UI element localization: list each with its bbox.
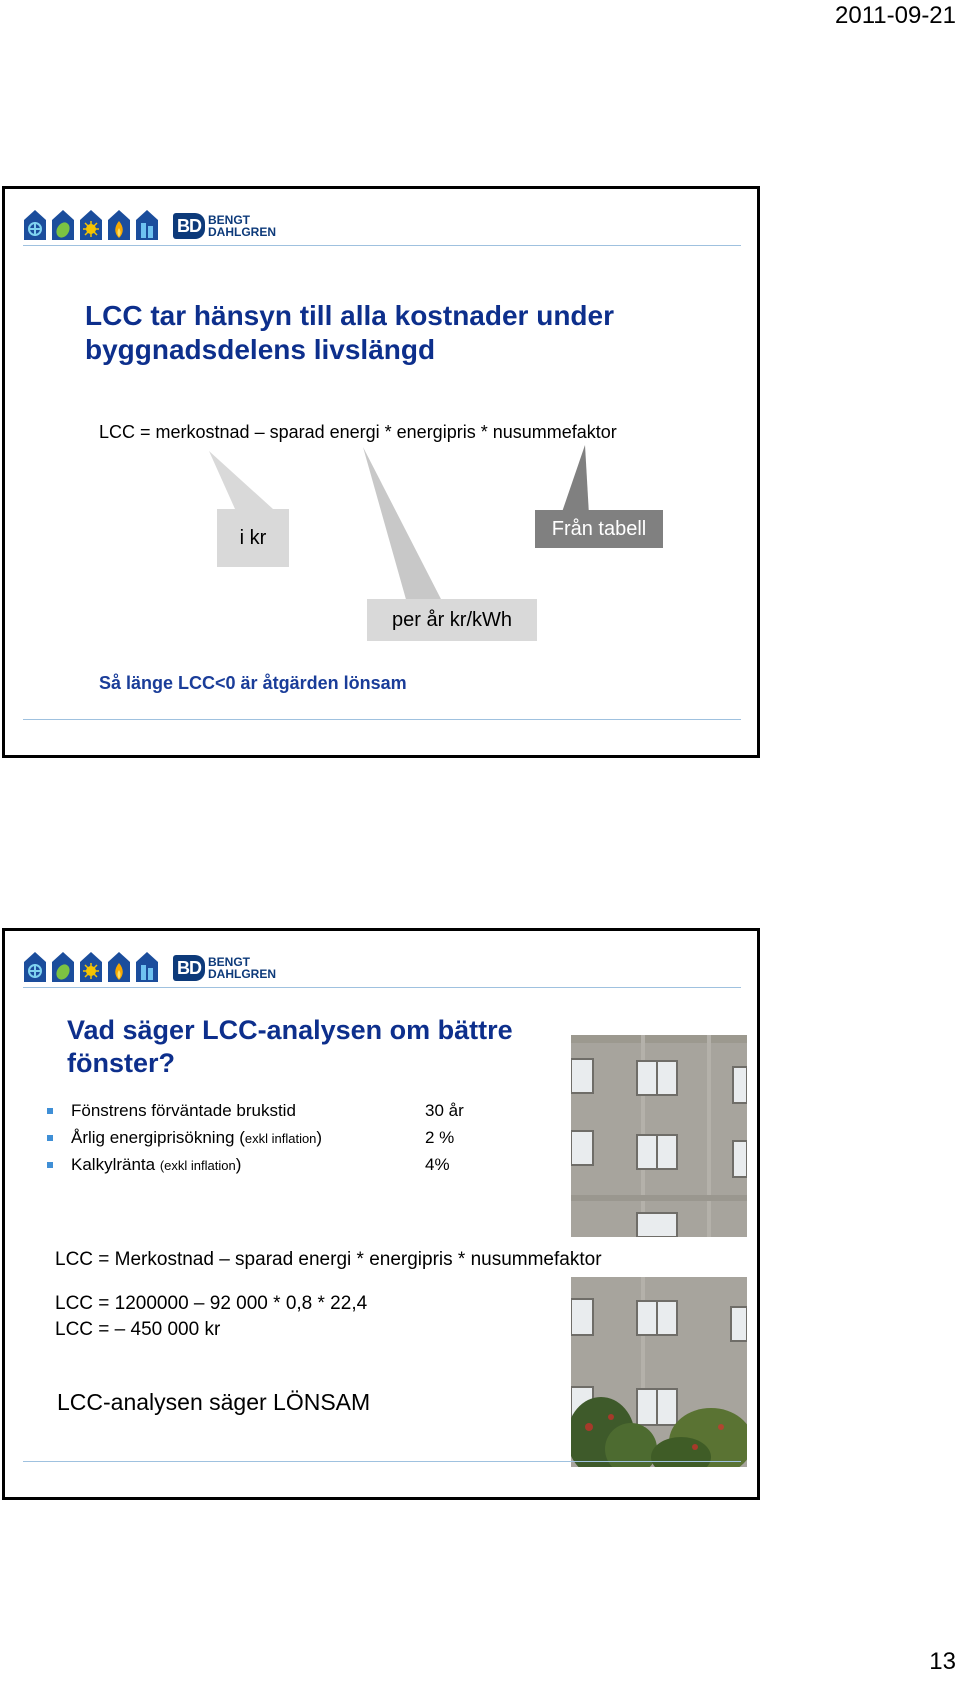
building-photo-top — [571, 1035, 747, 1237]
callout-pointers — [5, 189, 757, 755]
bullet-value: 2 % — [425, 1128, 455, 1147]
company-logo — [173, 953, 276, 983]
header-date: 2011-09-21 — [835, 2, 956, 29]
house-building-icon — [135, 951, 159, 983]
title-line-1: Vad säger LCC-analysen om bättre — [67, 1015, 513, 1045]
slide-lcc-definition — [2, 186, 760, 758]
verdict: LCC-analysen säger LÖNSAM — [57, 1389, 371, 1415]
house-flame-icon — [107, 951, 131, 983]
title-line-1: LCC tar hänsyn till alla kostnader under — [85, 300, 615, 331]
slide1-conclusion: Så länge LCC<0 är åtgärden lönsam — [99, 673, 407, 693]
calculation-line-1: LCC = 1200000 – 92 000 * 0,8 * 22,4 — [55, 1293, 368, 1314]
logo-line1: BENGT — [208, 213, 250, 227]
title-line-2: byggnadsdelens livslängd — [85, 334, 436, 365]
bullet-label: Årlig energiprisökning (exkl inflation) — [71, 1128, 323, 1147]
bullet-label: Fönstrens förväntade brukstid — [71, 1101, 296, 1120]
callout-fran-tabell: Från tabell — [535, 510, 663, 548]
top-divider — [23, 987, 741, 988]
slide2-title — [67, 1014, 513, 1080]
lcc-formula: LCC = Merkostnad – sparad energi * energipris * nusummefaktor — [55, 1249, 606, 1271]
bullet-value: 4% — [425, 1155, 450, 1174]
slide-window-analysis — [2, 928, 760, 1500]
title-line-2: fönster? — [67, 1048, 175, 1078]
callout-i-kr: i kr — [217, 509, 289, 567]
logo-line2: DAHLGREN — [208, 967, 276, 981]
lcc-formula: LCC = merkostnad – sparad energi * energipris * nusummefaktor — [99, 422, 617, 442]
house-sun-icon — [79, 951, 103, 983]
logo-mark: BD — [173, 955, 205, 981]
logo-house-icons — [23, 949, 159, 983]
page-number: 13 — [929, 1648, 956, 1675]
bullet-marker — [47, 1162, 53, 1168]
calculation-line-2: LCC = – 450 000 kr — [55, 1319, 221, 1340]
bullet-value: 30 år — [425, 1101, 464, 1120]
logo-line2: DAHLGREN — [208, 225, 276, 239]
logo-line1: BENGT — [208, 955, 250, 969]
bottom-divider — [23, 1461, 741, 1462]
building-photo-bottom — [571, 1277, 747, 1467]
bullet-marker — [47, 1135, 53, 1141]
bottom-divider — [23, 719, 741, 720]
bullet-label: Kalkylränta (exkl inflation) — [71, 1155, 242, 1174]
house-leaf-icon — [51, 951, 75, 983]
logo-mark: BD — [173, 213, 205, 239]
callout-per-ar: per år kr/kWh — [367, 599, 537, 641]
bullet-marker — [47, 1108, 53, 1114]
house-snowflake-icon — [23, 951, 47, 983]
